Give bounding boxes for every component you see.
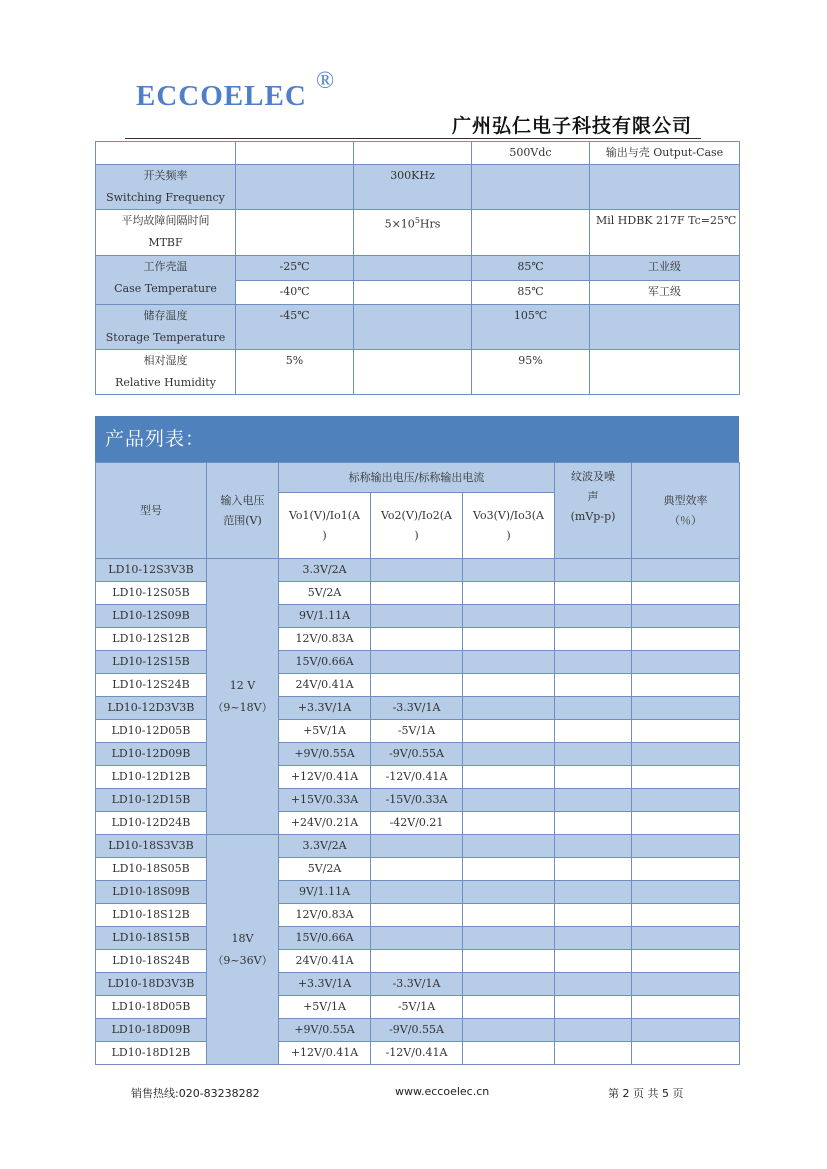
vo2-cell (371, 858, 463, 881)
vo1-cell: +12V/0.41A (279, 1042, 371, 1065)
header-ripple-l2: 声 (587, 490, 599, 503)
model-cell: LD10-12S3V3B (96, 559, 207, 582)
table-row (96, 904, 740, 927)
ripple-cell (555, 582, 632, 605)
ripple-cell (555, 766, 632, 789)
efficiency-cell (632, 559, 740, 582)
spec-name-cn: 储存温度 (143, 309, 188, 322)
table-row (96, 582, 740, 605)
page-number: 第 2 页 共 5 页 (608, 1087, 684, 1100)
model-cell: LD10-12S09B (96, 605, 207, 628)
vo2-cell: -5V/1A (371, 720, 463, 743)
ripple-cell (555, 996, 632, 1019)
model-cell: LD10-18D12B (96, 1042, 207, 1065)
spec-name-en: MTBF (148, 236, 183, 249)
ripple-cell (555, 812, 632, 835)
vo2-cell: -12V/0.41A (371, 766, 463, 789)
vo3-cell (463, 697, 555, 720)
header-eff-l2: （％） (669, 513, 703, 527)
vo2-cell: -5V/1A (371, 996, 463, 1019)
vo2-cell: -15V/0.33A (371, 789, 463, 812)
ripple-cell (555, 605, 632, 628)
efficiency-cell (632, 904, 740, 927)
company-name: 广州弘仁电子科技有限公司 (452, 115, 693, 137)
spec-row-mtbf (96, 210, 740, 256)
spec-row-humidity (96, 350, 740, 395)
model-cell: LD10-12D09B (96, 743, 207, 766)
ripple-cell (555, 835, 632, 858)
table-row (96, 1019, 740, 1042)
efficiency-cell (632, 996, 740, 1019)
spec-name (96, 305, 236, 350)
header-model: 型号 (96, 463, 207, 559)
vo1-cell: 15V/0.66A (279, 927, 371, 950)
ripple-cell (555, 720, 632, 743)
header-rule (125, 138, 701, 139)
ripple-cell (555, 950, 632, 973)
efficiency-cell (632, 720, 740, 743)
input-range-span: （9~36V） (212, 953, 273, 967)
efficiency-cell (632, 743, 740, 766)
header-eff-l1: 典型效率 (663, 493, 708, 507)
spec-typ: 300KHz (354, 165, 472, 210)
spec-name-en: Switching Frequency (106, 191, 225, 204)
table-row (96, 605, 740, 628)
ripple-cell (555, 697, 632, 720)
model-cell: LD10-18D09B (96, 1019, 207, 1042)
model-cell: LD10-12D15B (96, 789, 207, 812)
ripple-cell (555, 628, 632, 651)
spec-name (96, 165, 236, 210)
spec-cond: 军工级 (590, 281, 740, 305)
vo2-cell (371, 904, 463, 927)
product-list-title: 产品列表： (95, 416, 739, 462)
vo3-cell (463, 1042, 555, 1065)
vo3-cell (463, 582, 555, 605)
vo1-cell: +3.3V/1A (279, 697, 371, 720)
efficiency-cell (632, 1019, 740, 1042)
efficiency-cell (632, 628, 740, 651)
table-row (96, 559, 740, 582)
header-ripple-l1: 纹波及噪 (571, 470, 616, 483)
vo2-cell (371, 927, 463, 950)
table-row (96, 697, 740, 720)
table-row (96, 858, 740, 881)
spec-name (96, 210, 236, 256)
vo3-cell (463, 904, 555, 927)
vo1-cell: 3.3V/2A (279, 835, 371, 858)
vo2-cell: -9V/0.55A (371, 1019, 463, 1042)
spec-name (96, 350, 236, 395)
ripple-cell (555, 674, 632, 697)
efficiency-cell (632, 789, 740, 812)
vo1-cell: +3.3V/1A (279, 973, 371, 996)
vo1-cell: +5V/1A (279, 996, 371, 1019)
model-cell: LD10-12S24B (96, 674, 207, 697)
spec-name-cn: 相对湿度 (143, 354, 188, 367)
table-row (96, 812, 740, 835)
vo2-cell (371, 559, 463, 582)
model-cell: LD10-18S12B (96, 904, 207, 927)
vo1-cell: 12V/0.83A (279, 628, 371, 651)
spec-name (96, 256, 236, 305)
vo1-cell: +24V/0.21A (279, 812, 371, 835)
ripple-cell (555, 973, 632, 996)
model-cell: LD10-18D3V3B (96, 973, 207, 996)
vo3-cell (463, 973, 555, 996)
model-cell: LD10-12D3V3B (96, 697, 207, 720)
efficiency-cell (632, 674, 740, 697)
specs-table (95, 141, 740, 395)
ripple-cell (555, 1042, 632, 1065)
header-vo3-l2: ) (506, 528, 511, 542)
vo1-cell: +9V/0.55A (279, 743, 371, 766)
vo1-cell: 9V/1.11A (279, 605, 371, 628)
spec-max: 85℃ (472, 281, 590, 305)
model-cell: LD10-18S05B (96, 858, 207, 881)
vo3-cell (463, 766, 555, 789)
table-row (96, 996, 740, 1019)
spec-name-cn: 工作壳温 (143, 260, 188, 273)
spec-name-en: Case Temperature (114, 282, 217, 295)
header-vo1-l2: ) (322, 528, 327, 542)
ripple-cell (555, 904, 632, 927)
vo3-cell (463, 835, 555, 858)
spec-max: 500Vdc (472, 142, 590, 165)
vo2-cell (371, 582, 463, 605)
vo3-cell (463, 720, 555, 743)
website: www.eccoelec.cn (395, 1085, 490, 1098)
spec-max: 105℃ (472, 305, 590, 350)
model-cell: LD10-12D24B (96, 812, 207, 835)
vo1-cell: 3.3V/2A (279, 559, 371, 582)
spec-min: -40℃ (236, 281, 354, 305)
spec-name-en: Relative Humidity (115, 376, 216, 389)
spec-cond: Mil HDBK 217F Tc=25℃ (590, 210, 740, 256)
vo2-cell (371, 881, 463, 904)
header-ripple (555, 463, 632, 559)
spec-row-storage-temp (96, 305, 740, 350)
vo2-cell: -42V/0.21 (371, 812, 463, 835)
mtbf-base: 5×10 (384, 217, 415, 231)
product-table (95, 462, 740, 1065)
vo3-cell (463, 858, 555, 881)
model-cell: LD10-18S3V3B (96, 835, 207, 858)
vo1-cell: 5V/2A (279, 582, 371, 605)
input-range-cell (207, 559, 279, 835)
header-output-group: 标称输出电压/标称输出电流 (279, 463, 555, 493)
table-row (96, 766, 740, 789)
vo1-cell: +15V/0.33A (279, 789, 371, 812)
efficiency-cell (632, 582, 740, 605)
efficiency-cell (632, 766, 740, 789)
vo3-cell (463, 881, 555, 904)
efficiency-cell (632, 812, 740, 835)
spec-name-cn: 开关频率 (143, 169, 188, 182)
model-cell: LD10-18S15B (96, 927, 207, 950)
vo3-cell (463, 927, 555, 950)
header-vo2 (371, 493, 463, 559)
model-cell: LD10-18D05B (96, 996, 207, 1019)
spec-max: 85℃ (472, 256, 590, 281)
efficiency-cell (632, 605, 740, 628)
table-row (96, 835, 740, 858)
spec-row-case-temp (96, 256, 740, 281)
vo2-cell (371, 835, 463, 858)
ripple-cell (555, 858, 632, 881)
ripple-cell (555, 789, 632, 812)
table-row (96, 743, 740, 766)
vo1-cell: +5V/1A (279, 720, 371, 743)
table-row (96, 651, 740, 674)
efficiency-cell (632, 927, 740, 950)
spec-min: 5% (236, 350, 354, 395)
header-vo2-l2: ) (414, 528, 419, 542)
spec-typ (354, 210, 472, 256)
header-input-l1: 输入电压 (220, 493, 265, 507)
table-row (96, 927, 740, 950)
ripple-cell (555, 1019, 632, 1042)
table-row (96, 789, 740, 812)
table-row (96, 674, 740, 697)
header-vo3-l1: Vo3(V)/Io3(A (473, 508, 545, 522)
efficiency-cell (632, 973, 740, 996)
efficiency-cell (632, 651, 740, 674)
vo1-cell: +12V/0.41A (279, 766, 371, 789)
vo3-cell (463, 628, 555, 651)
vo3-cell (463, 789, 555, 812)
model-cell: LD10-12S05B (96, 582, 207, 605)
efficiency-cell (632, 697, 740, 720)
header-input (207, 463, 279, 559)
efficiency-cell (632, 881, 740, 904)
efficiency-cell (632, 1042, 740, 1065)
vo3-cell (463, 1019, 555, 1042)
table-row (96, 628, 740, 651)
spec-max: 95% (472, 350, 590, 395)
sales-hotline: 销售热线:020-83238282 (131, 1087, 260, 1100)
spec-cond: 工业级 (590, 256, 740, 281)
table-row (96, 881, 740, 904)
input-range-voltage: 18V (231, 931, 254, 945)
vo1-cell: 24V/0.41A (279, 950, 371, 973)
vo3-cell (463, 559, 555, 582)
ripple-cell (555, 927, 632, 950)
vo3-cell (463, 651, 555, 674)
vo2-cell (371, 651, 463, 674)
vo3-cell (463, 605, 555, 628)
vo2-cell: -12V/0.41A (371, 1042, 463, 1065)
model-cell: LD10-12D05B (96, 720, 207, 743)
vo3-cell (463, 950, 555, 973)
vo1-cell: 12V/0.83A (279, 904, 371, 927)
vo2-cell: -9V/0.55A (371, 743, 463, 766)
vo3-cell (463, 996, 555, 1019)
efficiency-cell (632, 835, 740, 858)
input-range-cell (207, 835, 279, 1065)
mtbf-exponent: 5 (414, 216, 420, 225)
ripple-cell (555, 881, 632, 904)
vo1-cell: +9V/0.55A (279, 1019, 371, 1042)
efficiency-cell (632, 858, 740, 881)
vo1-cell: 5V/2A (279, 858, 371, 881)
vo2-cell (371, 628, 463, 651)
efficiency-cell (632, 950, 740, 973)
ripple-cell (555, 559, 632, 582)
model-cell: LD10-12D12B (96, 766, 207, 789)
header-vo3 (463, 493, 555, 559)
logo: ECCOELEC (136, 80, 307, 112)
table-row (96, 973, 740, 996)
table-row (96, 950, 740, 973)
spec-name-en: Storage Temperature (105, 331, 226, 344)
spec-cond: 输出与壳 Output-Case (590, 142, 740, 165)
vo2-cell: -3.3V/1A (371, 697, 463, 720)
input-range-span: （9~18V） (212, 700, 273, 714)
spec-row-switching-frequency (96, 165, 740, 210)
vo2-cell (371, 674, 463, 697)
vo3-cell (463, 743, 555, 766)
vo2-cell (371, 950, 463, 973)
spec-row-isolation (96, 142, 740, 165)
model-cell: LD10-18S09B (96, 881, 207, 904)
table-row (96, 1042, 740, 1065)
header-input-l2: 范围(V) (223, 513, 262, 527)
table-row (96, 720, 740, 743)
header-efficiency (632, 463, 740, 559)
ripple-cell (555, 651, 632, 674)
registered-mark: ® (316, 68, 335, 94)
header-vo2-l1: Vo2(V)/Io2(A (381, 508, 452, 522)
vo1-cell: 24V/0.41A (279, 674, 371, 697)
header-vo1 (279, 493, 371, 559)
vo1-cell: 9V/1.11A (279, 881, 371, 904)
header-ripple-l3: (mVp-p) (570, 510, 616, 523)
vo3-cell (463, 674, 555, 697)
vo2-cell (371, 605, 463, 628)
model-cell: LD10-12S15B (96, 651, 207, 674)
header-vo1-l1: Vo1(V)/Io1(A (289, 508, 360, 522)
model-cell: LD10-18S24B (96, 950, 207, 973)
vo1-cell: 15V/0.66A (279, 651, 371, 674)
spec-min: -25℃ (236, 256, 354, 281)
input-range-voltage: 12 V (229, 678, 256, 692)
spec-min: -45℃ (236, 305, 354, 350)
spec-name-cn: 平均故障间隔时间 (121, 214, 210, 227)
vo2-cell: -3.3V/1A (371, 973, 463, 996)
mtbf-unit: Hrs (419, 217, 441, 231)
ripple-cell (555, 743, 632, 766)
model-cell: LD10-12S12B (96, 628, 207, 651)
vo3-cell (463, 812, 555, 835)
